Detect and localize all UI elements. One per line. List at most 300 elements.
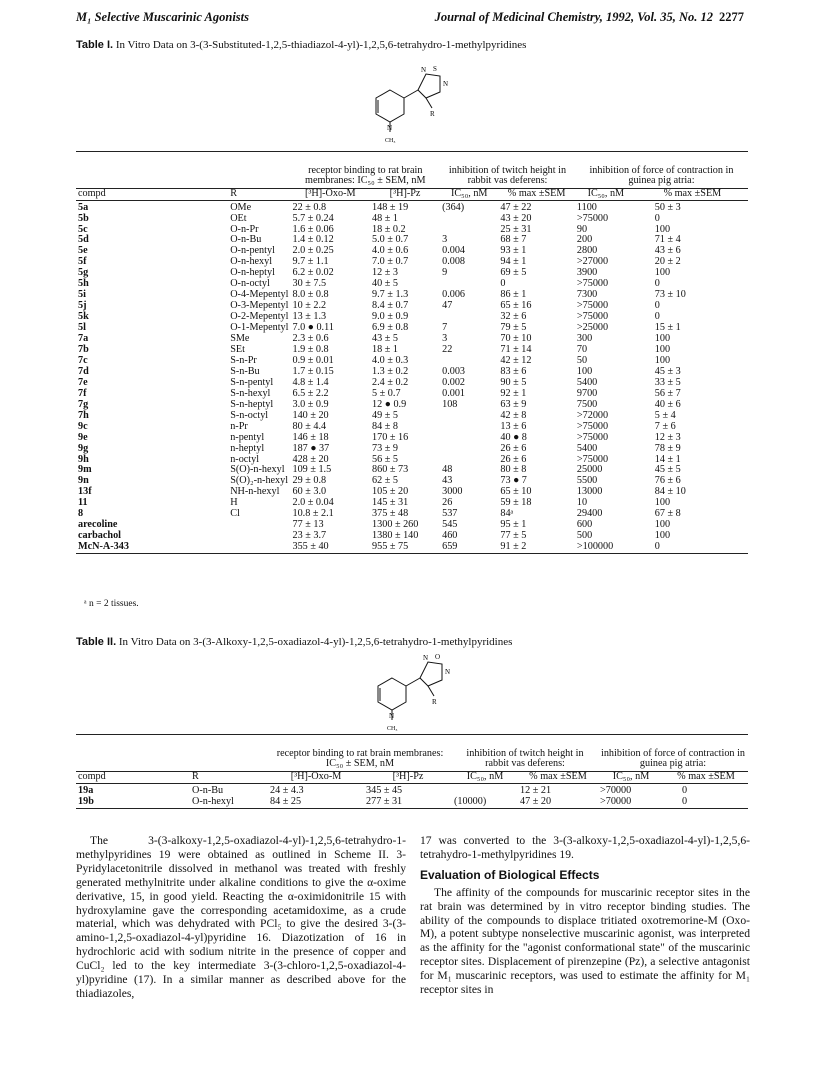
table-cell: 5e bbox=[78, 245, 88, 257]
table-cell: 63 ± 9 bbox=[500, 398, 527, 410]
table-cell: 84 ± 25 bbox=[270, 795, 302, 807]
table-cell: 9.0 ± 0.9 bbox=[372, 311, 409, 323]
table-cell: 100 bbox=[654, 344, 671, 355]
table-cell bbox=[190, 542, 290, 553]
table-cell: n-heptyl bbox=[230, 442, 265, 454]
table-cell: 3900 bbox=[576, 267, 598, 279]
table-cell: O-n-Pr bbox=[230, 223, 259, 235]
table1-col-header: % max ±SEM bbox=[637, 189, 748, 200]
table-cell: 45 ± 5 bbox=[654, 464, 681, 476]
table1-structure-diagram bbox=[360, 64, 470, 146]
table-cell: 33 ± 5 bbox=[654, 376, 681, 388]
table-cell: >75000 bbox=[576, 278, 609, 290]
table-cell: 100 bbox=[654, 530, 671, 542]
table-row bbox=[76, 235, 748, 246]
table-cell: 5b bbox=[78, 212, 89, 224]
table-cell: 100 bbox=[576, 365, 593, 377]
table-cell: 18 ± 0.2 bbox=[372, 223, 406, 235]
table-cell: 40 ± 5 bbox=[372, 278, 398, 290]
ring-atom-n2: N bbox=[443, 80, 449, 88]
table1-col-header: R bbox=[190, 189, 290, 200]
table-cell: 7f bbox=[78, 387, 87, 399]
table-cell: 1.4 ± 0.12 bbox=[292, 234, 334, 246]
ring-atom-s: S bbox=[433, 65, 437, 73]
table-cell: 65 ± 16 bbox=[500, 300, 532, 312]
ring-atom-n1: N bbox=[423, 654, 429, 662]
table-cell: 90 bbox=[576, 223, 588, 235]
table-row bbox=[76, 257, 748, 268]
table-cell: 140 ± 20 bbox=[292, 409, 329, 421]
table-row bbox=[76, 334, 748, 345]
table-cell: >70000 bbox=[600, 784, 632, 796]
table-row bbox=[76, 279, 748, 290]
table-cell bbox=[440, 433, 498, 444]
table-cell: 10 ± 2.2 bbox=[292, 300, 327, 312]
table-row bbox=[76, 531, 748, 542]
table-cell: 12 ± 21 bbox=[520, 784, 552, 796]
table-cell: 0.9 ± 0.01 bbox=[292, 354, 334, 366]
table-cell: 9 bbox=[442, 267, 448, 279]
table1-col-header: [³H]-Oxo-M bbox=[290, 189, 370, 200]
table2-caption bbox=[76, 636, 760, 648]
table-cell: 187 ● 37 bbox=[292, 442, 330, 454]
table-cell: 0.002 bbox=[442, 376, 466, 388]
table-row bbox=[76, 246, 748, 257]
table-cell: 345 ± 45 bbox=[366, 784, 403, 796]
table-row bbox=[76, 465, 748, 476]
table-cell: (10000) bbox=[454, 795, 487, 807]
table-cell: NH-n-hexyl bbox=[230, 486, 280, 498]
table-cell: >75000 bbox=[576, 453, 609, 465]
table-cell: 5 ± 4 bbox=[654, 409, 676, 421]
table-cell: 355 ± 40 bbox=[292, 541, 329, 553]
table-cell: 12 ± 3 bbox=[654, 431, 681, 443]
table-cell bbox=[452, 783, 518, 796]
table-cell: 26 ± 6 bbox=[500, 442, 527, 454]
table2 bbox=[76, 734, 748, 809]
table-cell: 7a bbox=[78, 333, 89, 345]
table-cell: 5a bbox=[78, 201, 89, 213]
table-cell bbox=[440, 411, 498, 422]
table-cell: 68 ± 7 bbox=[500, 234, 527, 246]
table-cell: 5k bbox=[78, 311, 89, 323]
running-header bbox=[76, 10, 744, 25]
table-cell: S-n-pentyl bbox=[230, 376, 274, 388]
table-cell: >72000 bbox=[576, 409, 609, 421]
table-cell: 11 bbox=[78, 497, 88, 509]
table-cell: S-n-Pr bbox=[230, 354, 257, 366]
table1-title: In Vitro Data on 3-(3-Substituted-1,2,5-thiadiazol-4-yl)-1,2,5,6-tetrahydro-1-methylpyridines bbox=[115, 39, 527, 51]
t1-group-twitch: inhibition of twitch height in rabbit vas deferens: bbox=[440, 152, 575, 189]
table-row bbox=[76, 411, 748, 422]
table-cell: 537 bbox=[442, 508, 458, 520]
table-cell: 47 ± 22 bbox=[500, 201, 532, 213]
table-cell: 0.008 bbox=[442, 256, 466, 268]
table-row bbox=[76, 797, 748, 808]
table-cell: 100 bbox=[654, 223, 671, 235]
table-row bbox=[76, 487, 748, 498]
table-cell: 2.3 ± 0.6 bbox=[292, 333, 329, 345]
table-row bbox=[76, 542, 748, 553]
table-cell: 12 ± 3 bbox=[372, 267, 398, 279]
t2-group-atria: inhibition of force of contraction in guinea pig atria: bbox=[598, 735, 748, 772]
table-cell: 6.5 ± 2.2 bbox=[292, 387, 329, 399]
table-cell: 148 ± 19 bbox=[372, 201, 409, 213]
table-cell: 1.9 ± 0.8 bbox=[292, 344, 329, 355]
table-cell: 100 bbox=[654, 333, 671, 345]
table-cell: 7300 bbox=[576, 289, 598, 301]
table-row bbox=[76, 444, 748, 455]
table2-col-header: R bbox=[152, 772, 268, 783]
table-cell: 9.7 ± 1.3 bbox=[372, 289, 409, 301]
table-cell: 5l bbox=[78, 322, 86, 334]
table-cell: 5h bbox=[78, 278, 89, 290]
table-cell: 12 ● 0.9 bbox=[372, 398, 407, 410]
table-cell: O-n-Bu bbox=[192, 784, 224, 796]
table-cell: O-2-Mepentyl bbox=[230, 311, 289, 323]
table-cell: 170 ± 16 bbox=[372, 431, 409, 443]
table1-col-header: [³H]-Pz bbox=[370, 189, 440, 200]
table-cell: 100 bbox=[654, 267, 671, 279]
table-cell: 47 bbox=[442, 300, 453, 312]
table-cell: 9.7 ± 1.1 bbox=[292, 256, 329, 268]
table-cell: 100 bbox=[654, 497, 671, 509]
table-cell: 29400 bbox=[576, 508, 603, 520]
table-cell: 76 ± 6 bbox=[654, 475, 681, 487]
table-cell: 43 bbox=[442, 475, 453, 487]
table-cell: 955 ± 75 bbox=[372, 541, 409, 553]
table-cell: 6.9 ± 0.8 bbox=[372, 322, 409, 334]
table-cell: 83 ± 6 bbox=[500, 365, 527, 377]
table-cell: 19b bbox=[78, 795, 94, 807]
table2-label: Table II. bbox=[76, 636, 117, 648]
table-cell: H bbox=[230, 497, 238, 509]
table-cell: 93 ± 1 bbox=[500, 245, 527, 257]
table-cell: 59 ± 18 bbox=[500, 497, 532, 509]
table-cell: 5f bbox=[78, 256, 87, 268]
table-cell: 0 bbox=[500, 278, 506, 290]
table-cell: 9n bbox=[78, 475, 89, 487]
table-cell: 18 ± 1 bbox=[372, 344, 398, 355]
table-cell: 8.4 ± 0.7 bbox=[372, 300, 409, 312]
section-heading: Evaluation of Biological Effects bbox=[420, 867, 600, 882]
table-cell: 7c bbox=[78, 354, 88, 366]
table-cell: 300 bbox=[576, 333, 593, 345]
table1-col-header: compd bbox=[76, 189, 190, 200]
body-column-left bbox=[76, 834, 406, 1001]
table-cell bbox=[190, 520, 290, 531]
table-cell: 9c bbox=[78, 420, 88, 432]
table-cell: 47 ± 20 bbox=[520, 795, 552, 807]
table-cell: 375 ± 48 bbox=[372, 508, 409, 520]
table-row bbox=[76, 400, 748, 411]
table-cell: 145 ± 31 bbox=[372, 497, 409, 509]
table-cell: 0 bbox=[654, 278, 660, 290]
table-cell: 13 ± 1.3 bbox=[292, 311, 327, 323]
table-cell: 3000 bbox=[442, 486, 463, 498]
table-row bbox=[76, 498, 748, 509]
table-cell: 5 ± 0.7 bbox=[372, 387, 401, 399]
table-cell: 62 ± 5 bbox=[372, 475, 398, 487]
table-cell: 73 ± 9 bbox=[372, 442, 398, 454]
t2-group-binding: receptor binding to rat brain membranes: IC₅₀ ± SEM, nM bbox=[268, 735, 452, 772]
t2-group-twitch: inhibition of twitch height in rabbit vas deferens: bbox=[452, 735, 598, 772]
table-cell: 19a bbox=[78, 784, 94, 796]
table1-caption bbox=[76, 39, 760, 51]
table-cell: 43 ± 6 bbox=[654, 245, 681, 257]
table1-label: Table I. bbox=[76, 39, 114, 51]
table-cell: 49 ± 5 bbox=[372, 409, 398, 421]
table-cell: 7g bbox=[78, 398, 89, 410]
table-cell: 277 ± 31 bbox=[366, 795, 403, 807]
table-cell: O-n-pentyl bbox=[230, 245, 275, 257]
table2-col-header: % max ±SEM bbox=[664, 772, 748, 783]
table-cell: S(O)-n-hexyl bbox=[230, 464, 285, 476]
table-cell: 26 ± 6 bbox=[500, 453, 527, 465]
table-cell: 43 ± 5 bbox=[372, 333, 398, 345]
table-cell: 7 ± 6 bbox=[654, 420, 676, 432]
table-cell: 71 ± 14 bbox=[500, 344, 532, 355]
table-cell: 5d bbox=[78, 234, 89, 246]
table-cell: 0.003 bbox=[442, 365, 466, 377]
table-row bbox=[76, 783, 748, 796]
table-cell: 65 ± 10 bbox=[500, 486, 532, 498]
table-cell: 9m bbox=[78, 464, 92, 476]
table-cell: 40 ● 8 bbox=[500, 431, 527, 443]
table-cell: O-n-hexyl bbox=[192, 795, 234, 807]
table-cell: 5500 bbox=[576, 475, 598, 487]
table-row bbox=[76, 200, 748, 213]
table-cell: 108 bbox=[442, 398, 458, 410]
ring-atom-n2: N bbox=[445, 668, 451, 676]
table-cell: 25000 bbox=[576, 464, 603, 476]
t1-group-atria: inhibition of force of contraction in guinea pig atria: bbox=[575, 152, 748, 189]
table-row bbox=[76, 290, 748, 301]
table-cell: 3 bbox=[442, 234, 448, 246]
table-cell: 22 ± 0.8 bbox=[292, 201, 327, 213]
table1-col-header: IC₅₀, nM bbox=[440, 189, 498, 200]
table1 bbox=[76, 151, 748, 554]
table-cell: >100000 bbox=[576, 541, 614, 553]
table-cell: 460 bbox=[442, 530, 458, 542]
body-paragraph-right-top: 17 was converted to the 3-(3-alkoxy-1,2,5-oxadiazol-4-yl)-1,2,5,6-tetrahydro-1-methylpyridines 19. bbox=[420, 834, 750, 861]
table-cell bbox=[440, 214, 498, 225]
table-cell: 1.7 ± 0.15 bbox=[292, 365, 334, 377]
table-cell: 78 ± 9 bbox=[654, 442, 681, 454]
table2-structure-diagram bbox=[362, 652, 472, 734]
table-cell: 94 ± 1 bbox=[500, 256, 527, 268]
table-cell: Cl bbox=[230, 508, 240, 520]
table-cell: 7d bbox=[78, 365, 89, 377]
table-cell: O-3-Mepentyl bbox=[230, 300, 289, 312]
table-cell: O-n-octyl bbox=[230, 278, 270, 290]
table-cell: 4.0 ± 0.3 bbox=[372, 354, 409, 366]
table-cell: 3.0 ± 0.9 bbox=[292, 398, 329, 410]
table-cell: 45 ± 3 bbox=[654, 365, 681, 377]
table-cell bbox=[440, 225, 498, 236]
table-cell: OEt bbox=[230, 212, 247, 224]
table-cell: 9g bbox=[78, 442, 89, 454]
table-cell bbox=[440, 422, 498, 433]
table-cell: 56 ± 5 bbox=[372, 453, 398, 465]
table2-title: In Vitro Data on 3-(3-Alkoxy-1,2,5-oxadiazol-4-yl)-1,2,5,6-tetrahydro-1-methylpyridines bbox=[118, 636, 513, 648]
table-cell: 71 ± 4 bbox=[654, 234, 681, 246]
table-cell: 8.0 ± 0.8 bbox=[292, 289, 329, 301]
table1-body bbox=[76, 200, 748, 554]
table-cell: 22 bbox=[442, 344, 453, 355]
table-cell: 1.3 ± 0.2 bbox=[372, 365, 409, 377]
table-row bbox=[76, 301, 748, 312]
table-cell: arecoline bbox=[78, 519, 118, 531]
table-cell: 1380 ± 140 bbox=[372, 530, 419, 542]
table2-col-header: % max ±SEM bbox=[518, 772, 598, 783]
table-cell: 5400 bbox=[576, 376, 598, 388]
table-cell: 80 ± 4.4 bbox=[292, 420, 327, 432]
table-cell: O-n-Bu bbox=[230, 234, 262, 246]
table-cell: 50 ± 3 bbox=[654, 201, 681, 213]
table-row bbox=[76, 476, 748, 487]
table-cell: 56 ± 7 bbox=[654, 387, 681, 399]
table-cell: 109 ± 1.5 bbox=[292, 464, 332, 476]
table-cell: 15 ± 1 bbox=[654, 322, 681, 334]
table-cell: 2.0 ± 0.25 bbox=[292, 245, 334, 257]
table-cell: 0 bbox=[654, 311, 660, 323]
table-row bbox=[76, 433, 748, 444]
table1-col-header: IC₅₀, nM bbox=[575, 189, 637, 200]
table-cell: 14 ± 1 bbox=[654, 453, 681, 465]
table-cell: 95 ± 1 bbox=[500, 519, 527, 531]
table-cell: 1100 bbox=[576, 201, 597, 213]
table-cell: 0 bbox=[654, 300, 660, 312]
table-cell: 1300 ± 260 bbox=[372, 519, 419, 531]
table-cell: 545 bbox=[442, 519, 458, 531]
table-cell: 92 ± 1 bbox=[500, 387, 527, 399]
table-cell: >27000 bbox=[576, 256, 609, 268]
table-cell: O-1-Mepentyl bbox=[230, 322, 289, 334]
table-cell: 0 bbox=[654, 212, 660, 224]
table-cell: 10 bbox=[576, 497, 588, 509]
table2-header-row bbox=[76, 772, 748, 783]
table-cell: 84ᵃ bbox=[500, 508, 514, 520]
table-cell: 7h bbox=[78, 409, 89, 421]
table-cell: 29 ± 0.8 bbox=[292, 475, 327, 487]
table-cell: 0.004 bbox=[442, 245, 466, 257]
table-cell: 0.006 bbox=[442, 289, 466, 301]
table-cell: 5400 bbox=[576, 442, 598, 454]
table-cell: SMe bbox=[230, 333, 250, 345]
table-cell: 42 ± 12 bbox=[500, 354, 532, 366]
table-cell: 100 bbox=[654, 354, 671, 366]
header-left: M₁ Selective Muscarinic Agonists bbox=[76, 10, 249, 24]
table-cell: >75000 bbox=[576, 420, 609, 432]
table-cell: 5j bbox=[78, 300, 87, 312]
table-row bbox=[76, 312, 748, 323]
table-cell: 24 ± 4.3 bbox=[270, 784, 304, 796]
table-cell: (364) bbox=[442, 201, 465, 213]
table-cell: 659 bbox=[442, 541, 458, 553]
methyl-group: CH₃ bbox=[387, 726, 398, 732]
table-cell: 84 ± 10 bbox=[654, 486, 686, 498]
table-cell: 6.2 ± 0.02 bbox=[292, 267, 334, 279]
table-cell: 20 ± 2 bbox=[654, 256, 681, 268]
table-cell: 48 ± 1 bbox=[372, 212, 398, 224]
table-cell: 5i bbox=[78, 289, 86, 301]
table2-col-header: IC₅₀, nM bbox=[598, 772, 664, 783]
table-cell: 73 ± 10 bbox=[654, 289, 686, 301]
table-cell: 32 ± 6 bbox=[500, 311, 527, 323]
t1-group-binding: receptor binding to rat brain membranes: IC₅₀ ± SEM, nM bbox=[290, 152, 440, 189]
table-cell: 0 bbox=[682, 784, 688, 796]
table-row bbox=[76, 214, 748, 225]
table-cell: McN-A-343 bbox=[78, 541, 129, 553]
table-row bbox=[76, 455, 748, 466]
substituent-r: R bbox=[430, 110, 435, 118]
table1-footnote: ᵃ n = 2 tissues. bbox=[84, 599, 139, 609]
table-cell: 69 ± 5 bbox=[500, 267, 527, 279]
table-cell: S(O)₂-n-hexyl bbox=[230, 475, 289, 487]
table-row bbox=[76, 268, 748, 279]
table-cell: 5c bbox=[78, 223, 88, 235]
table-cell: SEt bbox=[230, 344, 245, 355]
table-cell: 13 ± 6 bbox=[500, 420, 527, 432]
table-cell: 86 ± 1 bbox=[500, 289, 527, 301]
table-cell: 77 ± 13 bbox=[292, 519, 324, 531]
table-cell: 13000 bbox=[576, 486, 603, 498]
table2-col-header: compd bbox=[76, 772, 152, 783]
pyridine-n: N bbox=[387, 124, 393, 132]
ring-atom-o: O bbox=[435, 653, 441, 661]
table-cell: 43 ± 20 bbox=[500, 212, 532, 224]
table-cell: 428 ± 20 bbox=[292, 453, 329, 465]
table-cell: OMe bbox=[230, 201, 252, 213]
table-cell: 1.6 ± 0.06 bbox=[292, 223, 334, 235]
table-cell: 0.001 bbox=[442, 387, 466, 399]
table-row bbox=[76, 345, 748, 356]
table1-col-header: % max ±SEM bbox=[498, 189, 575, 200]
table-cell: 7e bbox=[78, 376, 88, 388]
table-row bbox=[76, 323, 748, 334]
table-cell: >70000 bbox=[600, 795, 632, 807]
table-cell bbox=[190, 531, 290, 542]
table-cell: 146 ± 18 bbox=[292, 431, 329, 443]
table-cell: 600 bbox=[576, 519, 593, 531]
table-cell: 80 ± 8 bbox=[500, 464, 527, 476]
table-cell: 2.4 ± 0.2 bbox=[372, 376, 409, 388]
table-cell: 60 ± 3.0 bbox=[292, 486, 327, 498]
table-cell: 4.8 ± 1.4 bbox=[292, 376, 329, 388]
table-cell: 7.0 ● 0.11 bbox=[292, 322, 334, 334]
table-cell: 7 bbox=[442, 322, 448, 334]
body-column-right bbox=[420, 834, 750, 997]
table-cell: >75000 bbox=[576, 300, 609, 312]
table-cell: 3 bbox=[442, 333, 448, 345]
table-cell: >75000 bbox=[576, 212, 609, 224]
table-row bbox=[76, 378, 748, 389]
table-cell: 5.0 ± 0.7 bbox=[372, 234, 409, 246]
table-cell: 9700 bbox=[576, 387, 598, 399]
table-cell: 105 ± 20 bbox=[372, 486, 409, 498]
table-cell: S-n-heptyl bbox=[230, 398, 274, 410]
table-cell: 860 ± 73 bbox=[372, 464, 409, 476]
table2-col-header: IC₅₀, nM bbox=[452, 772, 518, 783]
table-cell: O-n-heptyl bbox=[230, 267, 275, 279]
body-paragraph-left: The 3-(3-alkoxy-1,2,5-oxadiazol-4-yl)-1,2,5,6-tetrahydro-1-methylpyridines 19 were obtained as outlined in Scheme II. 3-Pyridylacetonitrile dissolved in methanol was treated with freshly generated methylnitrite under alkaline conditions to give the α-oxime derivative, 15, in good yield. Reacting the α-oximidonitrile 15 with hydroxylamine gave the corresponding acetamidoxime, as a crude material, which was dehydrated with PCl₅ to give the desired 3-(3-amino-1,2,5-oxadiazol-4-yl)pyridine 16. Diazotization of 16 in hydrochloric acid with sodium nitrite in the presence of copper and CuCl₂ led to the key intermediate 3-(3-chloro-1,2,5-oxadiazol-4-yl)pyridine (17). In a similar manner as described above for the thiadiazoles, bbox=[76, 834, 406, 1000]
body-paragraph-right: The affinity of the compounds for muscarinic receptor sites in the rat brain was determined by in vitro receptor binding studies. The ability of the compounds to displace tritiated oxotremorine-M (Oxo-M), a potent subtype nonselective muscarinic agonist, was interpreted as the affinity for the "agonist conformational state" of the muscarinic receptor sites. Displacement of pirenzepine (Pz), a selective antagonist for M₁ muscarinic receptors, was used to estimate the affinity for M₁ receptor sites in bbox=[420, 885, 750, 997]
table-cell: 73 ● 7 bbox=[500, 475, 527, 487]
page-number: 2277 bbox=[719, 10, 744, 24]
table-cell: 70 ± 10 bbox=[500, 333, 532, 345]
table-cell: 0 bbox=[682, 795, 688, 807]
